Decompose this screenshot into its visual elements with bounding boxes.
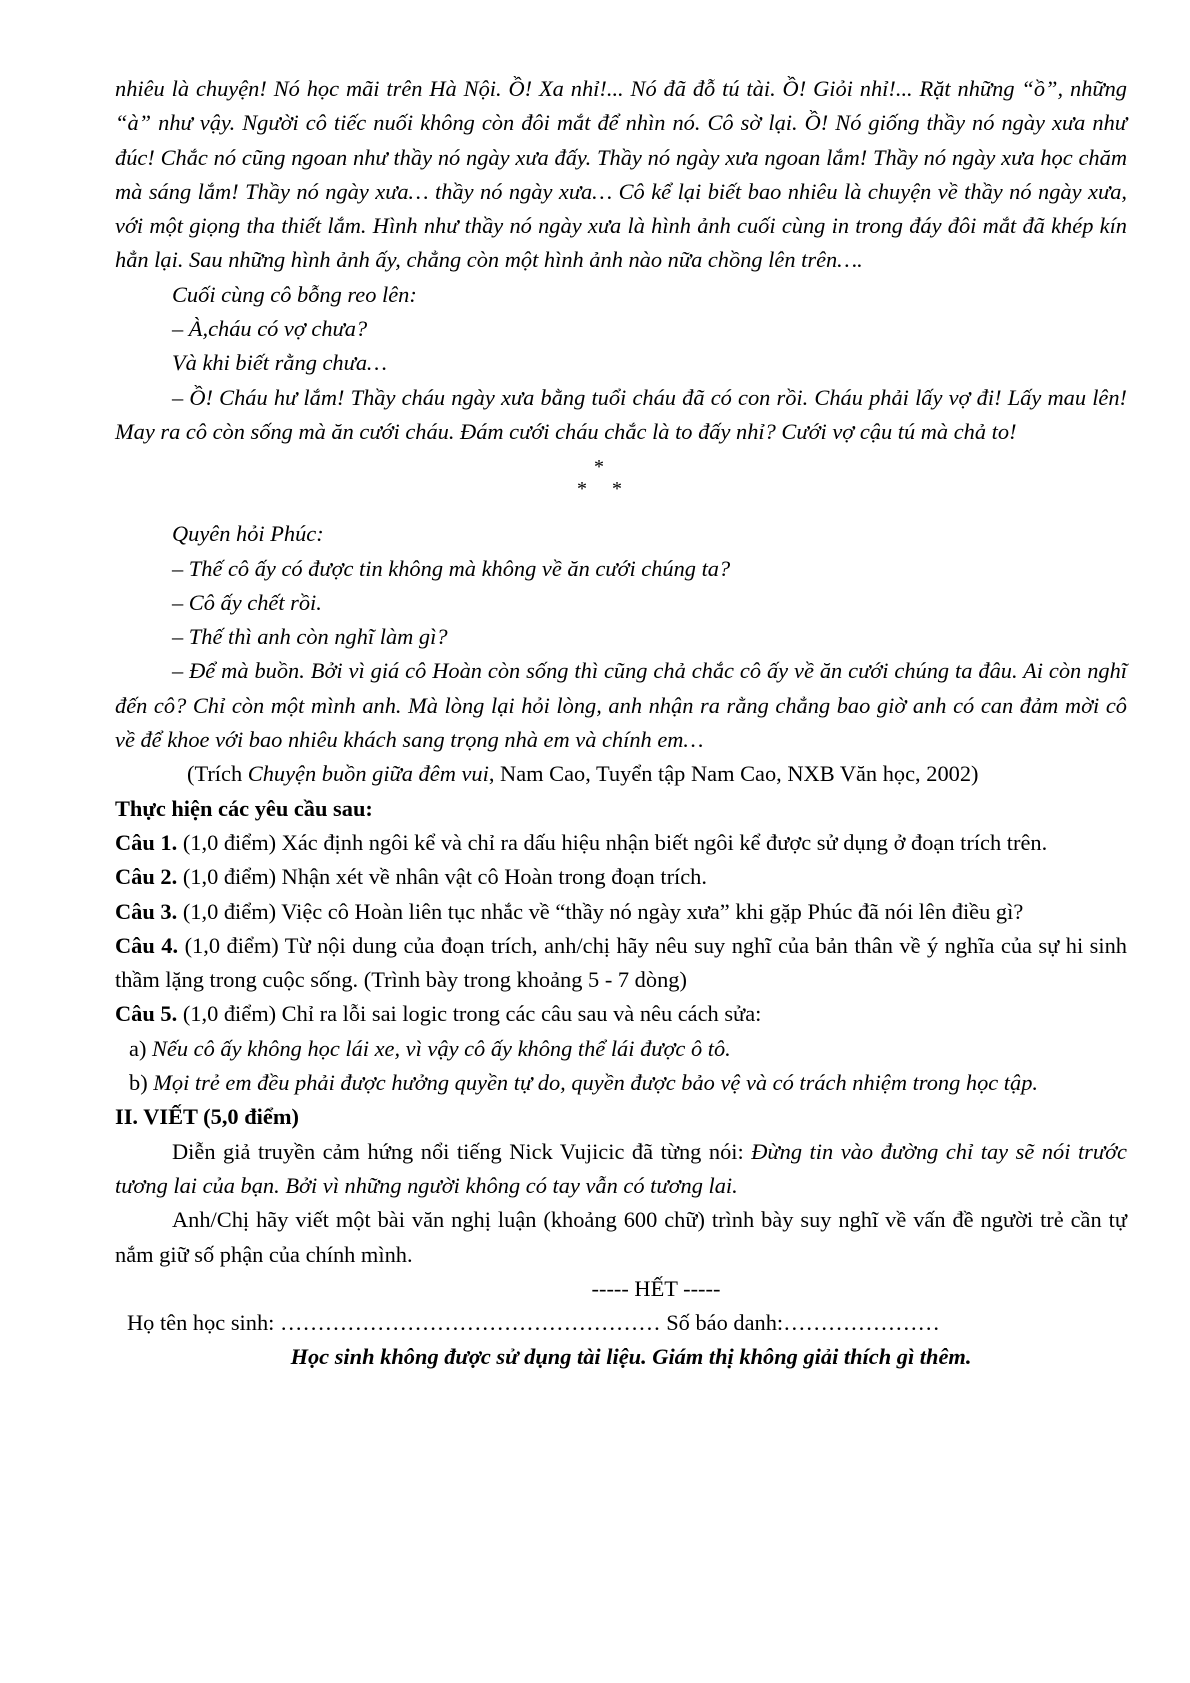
tasks-heading: Thực hiện các yêu cầu sau: — [115, 795, 373, 821]
option-text: Mọi trẻ em đều phải được hưởng quyền tự do, quyền được bảo vệ và có trách nhiệm trong học tập. — [153, 1070, 1039, 1096]
passage-line-dialogue-2: – Cô ấy chết rồi. — [172, 589, 322, 615]
asterisk-bottom-left: * — [577, 478, 587, 501]
question-text: (1,0 điểm) Xác định ngôi kể và chỉ ra dấu hiệu nhận biết ngôi kể được sử dụng ở đoạn trích trên. — [177, 829, 1048, 855]
writing-quote: Đừng tin vào đường chỉ tay sẽ nói trước tương lai của bạn. Bởi vì những người không có tay vẫn có tương lai. — [115, 1138, 1127, 1198]
end-mark: ----- HẾT ----- — [591, 1275, 721, 1301]
footer-note: Học sinh không được sử dụng tài liệu. Giám thị không giải thích gì thêm. — [290, 1344, 972, 1370]
question-label: Câu 4. — [115, 932, 179, 958]
question-5-option-b — [115, 1066, 1127, 1100]
exam-page — [115, 72, 1127, 1375]
citation-prefix: (Trích — [187, 761, 248, 787]
question-text: (1,0 điểm) Việc cô Hoàn liên tục nhắc về “thầy nó ngày xưa” khi gặp Phúc đã nói lên điều gì? — [177, 898, 1024, 924]
question-2 — [115, 860, 1127, 894]
option-text: Nếu cô ấy không học lái xe, vì vậy cô ấy không thể lái được ô tô. — [152, 1035, 731, 1061]
question-3 — [115, 895, 1127, 929]
citation-suffix: , Nam Cao, Tuyển tập Nam Cao, NXB Văn học, 2002) — [488, 761, 979, 787]
passage-line-narration: Cuối cùng cô bỗng reo lên: — [172, 281, 417, 307]
writing-intro — [115, 1135, 1127, 1204]
asterisk-bottom-right: * — [612, 478, 622, 501]
question-text: (1,0 điểm) Chỉ ra lỗi sai logic trong các câu sau và nêu cách sửa: — [177, 1001, 762, 1027]
question-5 — [115, 997, 1127, 1031]
passage-paragraph-3: – Để mà buồn. Bởi vì giá cô Hoàn còn sống thì cũng chả chắc cô ấy về ăn cưới chúng ta đâu. Ai còn nghĩ đến cô? Chỉ còn một mình anh. Mà lòng lại hỏi lòng, anh nhận ra rằng chẳng bao giờ anh có can đảm mời cô về để khoe với bao nhiêu khách sang trọng nhà em và chính em… — [115, 658, 1127, 753]
passage-line-dialogue-intro: Quyên hỏi Phúc: — [172, 521, 324, 547]
question-1 — [115, 826, 1127, 860]
question-label: Câu 3. — [115, 898, 178, 924]
citation-title: Chuyện buồn giữa đêm vui — [247, 761, 489, 787]
passage-paragraph-2: – Ồ! Cháu hư lắm! Thầy cháu ngày xưa bằng tuổi cháu đã có con rồi. Cháu phải lấy vợ đi! Lấy mau lên! May ra cô còn sống mà ăn cưới cháu. Đám cưới cháu chắc là to đấy nhỉ? Cưới vợ cậu tú mà chả to! — [115, 384, 1127, 444]
writing-prompt: Anh/Chị hãy viết một bài văn nghị luận (khoảng 600 chữ) trình bày suy nghĩ về vấn đề người trẻ cần tự nắm giữ số phận của chính mình. — [115, 1207, 1127, 1267]
question-4 — [115, 929, 1127, 998]
option-marker: b) — [129, 1070, 154, 1096]
question-label: Câu 2. — [115, 864, 178, 890]
passage-line-dialogue-3: – Thế thì anh còn nghĩ làm gì? — [172, 624, 448, 650]
passage-paragraph-1: nhiêu là chuyện! Nó học mãi trên Hà Nội. Ồ! Xa nhỉ!... Nó đã đỗ tú tài. Ồ! Giỏi nhỉ!... Rặt những “ồ”, những “à” như vậy. Người cô tiếc nuối không còn đôi mắt để nhìn nó. Cô sờ lại. Ồ! Nó giống thầy nó ngày xưa như đúc! Chắc nó cũng ngoan như thầy nó ngày xưa đấy. Thầy nó ngày xưa ngoan lắm! Thầy nó ngày xưa học chăm mà sáng lắm! Thầy nó ngày xưa… thầy nó ngày xưa… Cô kể lại biết bao nhiêu là chuyện về thầy nó ngày xưa, với một giọng tha thiết lắm. Hình như thầy nó ngày xưa là hình ảnh cuối cùng in trong đáy đôi mắt đã khép kín hẳn lại. Sau những hình ảnh ấy, chẳng còn một hình ảnh nào nữa chồng lên trên…. — [115, 76, 1127, 273]
passage-line-narration-2: Và khi biết rằng chưa… — [172, 350, 387, 376]
writing-section-heading: II. VIẾT (5,0 điểm) — [115, 1104, 299, 1130]
section-divider-asterism — [115, 449, 1127, 517]
question-label: Câu 1. — [115, 829, 178, 855]
passage-line-question: – À,cháu có vợ chưa? — [172, 316, 368, 342]
question-5-option-a — [115, 1032, 1127, 1066]
question-text: (1,0 điểm) Từ nội dung của đoạn trích, anh/chị hãy nêu suy nghĩ của bản thân về ý nghĩa của sự hi sinh thầm lặng trong cuộc sống. (Trình bày trong khoảng 5 - 7 dòng) — [115, 932, 1127, 993]
option-marker: a) — [129, 1035, 152, 1061]
citation — [115, 757, 1127, 791]
passage-line-dialogue-1: – Thế cô ấy có được tin không mà không về ăn cưới chúng ta? — [172, 555, 731, 581]
question-label: Câu 5. — [115, 1001, 178, 1027]
writing-intro-text: Diễn giả truyền cảm hứng nổi tiếng Nick Vujicic đã từng nói: — [172, 1138, 752, 1164]
student-info-line: Họ tên học sinh: …………………………………………… Số báo danh:………………… — [127, 1310, 940, 1336]
question-text: (1,0 điểm) Nhận xét về nhân vật cô Hoàn trong đoạn trích. — [177, 864, 707, 890]
asterisk-top: * — [594, 456, 604, 479]
